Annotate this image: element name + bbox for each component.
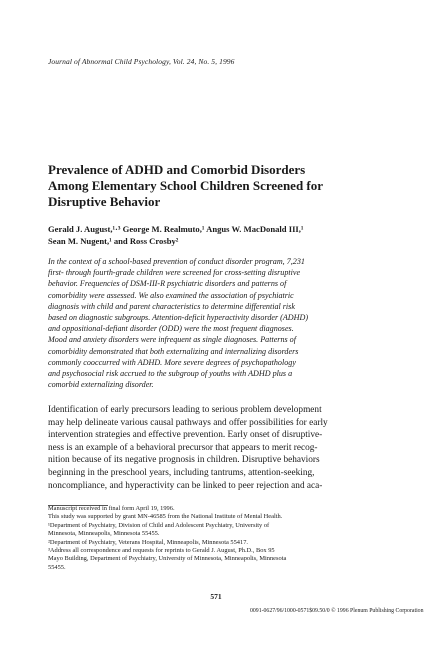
- body-line: noncompliance, and hyperactivity can be linked to peer rejection and aca-: [48, 480, 323, 491]
- author-line: Gerald J. August,¹·³ George M. Realmuto,¹ Angus W. MacDonald III,¹: [48, 224, 304, 234]
- footnote-line: Mayo Building, Department of Psychiatry, University of Minnesota, Minneapolis, Minnesota: [48, 555, 287, 563]
- footnote-line: Manuscript received in final form April 19, 1996.: [48, 505, 175, 512]
- journal-header: Journal of Abnormal Child Psychology, Vol. 24, No. 5, 1996: [48, 57, 235, 66]
- footnote-line: ²Department of Psychiatry, Veterans Hospital, Minneapolis, Minnesota 55417.: [48, 538, 248, 546]
- abstract-line: and oppositional-defiant disorder (ODD) were the most frequent diagnoses.: [48, 324, 294, 334]
- abstract-line: commonly cooccurred with ADHD. More severe degrees of psychopathology: [48, 357, 296, 367]
- title-line: Disruptive Behavior: [48, 194, 161, 209]
- author-line: Sean M. Nugent,¹ and Ross Crosby²: [48, 235, 179, 246]
- title-line: Among Elementary School Children Screened for: [48, 178, 324, 193]
- copyright-line: 0091-0627/96/1000-0571$09.50/0 © 1996 Plenum Publishing Corporation: [250, 608, 424, 614]
- abstract-line: comorbid externalizing disorder.: [48, 380, 154, 390]
- abstract-line: Mood and anxiety disorders were infrequent as single diagnoses. Patterns of: [48, 335, 296, 345]
- author-list: [48, 224, 398, 247]
- footnote-line: Minnesota, Minneapolis, Minnesota 55455.: [48, 530, 160, 538]
- body-line: beginning in the preschool years, including tantrums, attention-seeking,: [48, 467, 315, 478]
- title-line: Prevalence of ADHD and Comorbid Disorders: [48, 162, 306, 177]
- abstract-line: first- through fourth-grade children were screened for cross-setting disruptive: [48, 268, 301, 278]
- body-paragraph: [48, 404, 393, 492]
- article-title: [48, 162, 368, 210]
- footnote-line: This study was supported by grant MN-46585 from the National Institute of Mental Health.: [48, 513, 283, 521]
- abstract-line: comorbidity were assessed. We also examined the association of psychiatric: [48, 290, 294, 300]
- abstract: [48, 256, 383, 390]
- page-number: 571: [210, 592, 222, 601]
- body-line: may help delineate various causal pathways and offer possibilities for early: [48, 417, 328, 428]
- footnote-line: ³Address all correspondence and requests for reprints to Gerald J. August, Ph.D., Box 95: [48, 547, 275, 555]
- body-line: Identification of early precursors leading to serious problem development: [48, 405, 322, 415]
- body-line: intervention strategies and effective prevention. Early onset of disruptive-: [48, 430, 323, 441]
- footnote-line: 55455.: [48, 563, 66, 571]
- abstract-line: diagnosis with child and parent characteristics to determine differential risk: [48, 301, 295, 311]
- abstract-line: and psychosocial risk accrued to the subgroup of youths with ADHD plus a: [48, 369, 293, 379]
- footnote-line: ¹Department of Psychiatry, Division of Child and Adolescent Psychiatry, University of: [48, 521, 270, 529]
- body-line: ness is an example of a behavioral precursor that appears to merit recog-: [48, 442, 318, 453]
- footnotes: [48, 505, 393, 572]
- body-line: nition because of its negative prognosis in children. Disruptive behaviors: [48, 455, 320, 466]
- abstract-line: In the context of a school-based prevention of conduct disorder program, 7,231: [48, 257, 305, 266]
- abstract-line: comorbidity demonstrated that both externalizing and internalizing disorders: [48, 346, 299, 356]
- abstract-line: based on diagnostic subgroups. Attention-deficit hyperactivity disorder (ADHD): [48, 313, 309, 323]
- abstract-line: behavior. Frequencies of DSM-III-R psychiatric disorders and patterns of: [48, 279, 287, 289]
